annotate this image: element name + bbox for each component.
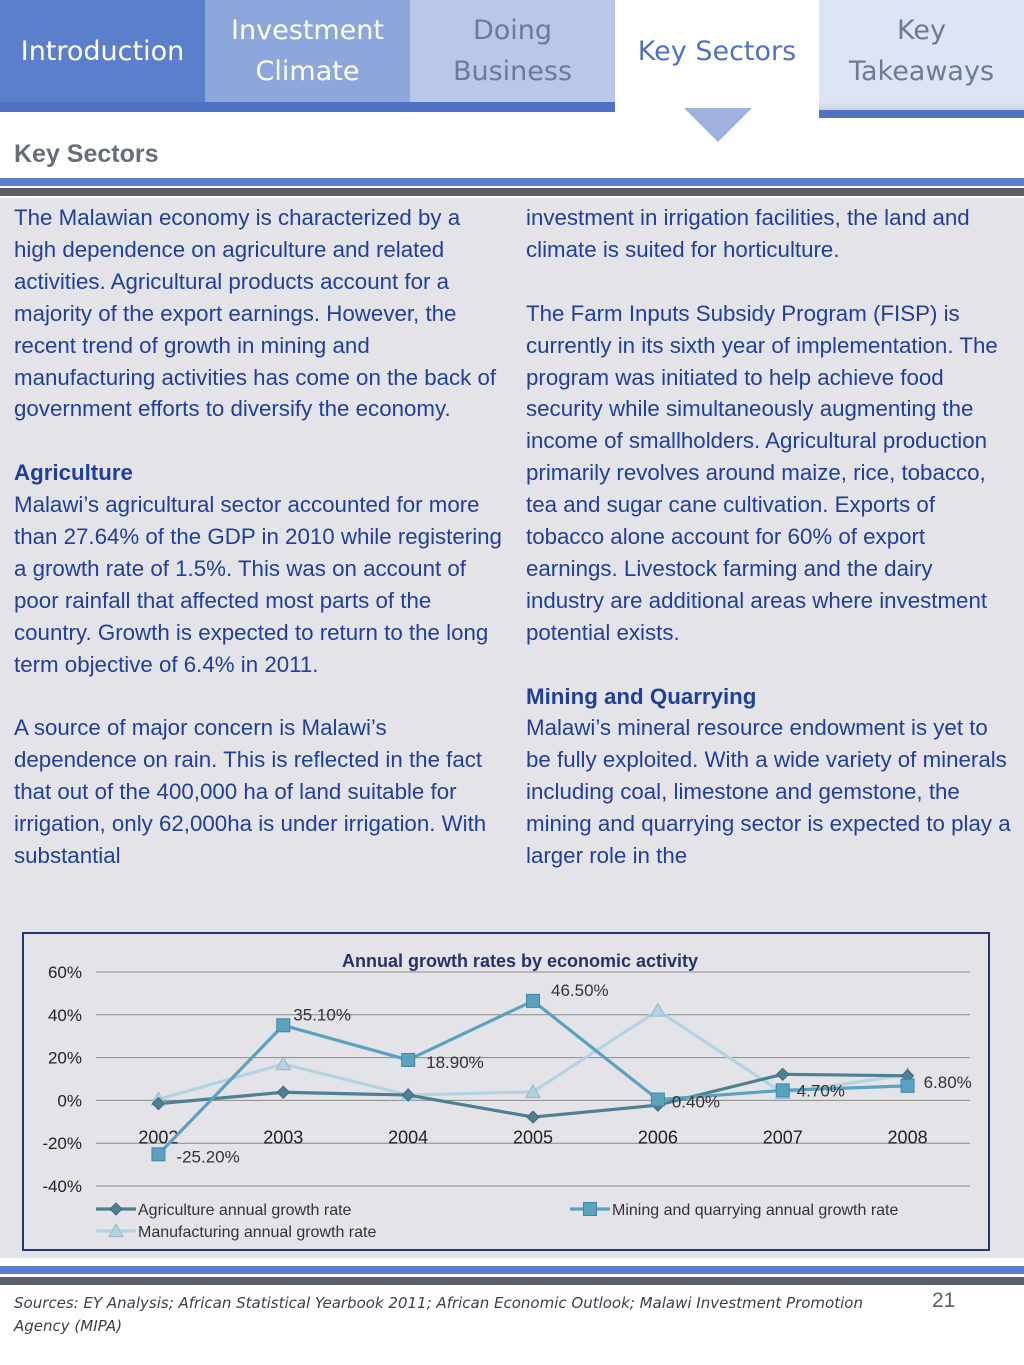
data-label: 0.40% — [671, 1092, 721, 1112]
data-label: 35.10% — [293, 1005, 351, 1025]
agriculture-heading: Agriculture — [14, 460, 133, 486]
page-title: Key Sectors — [14, 140, 159, 168]
data-label: 18.90% — [426, 1052, 484, 1072]
growth-rate-chart — [22, 932, 990, 1251]
right-column — [526, 202, 1016, 872]
tab-shadow — [819, 102, 1024, 110]
fisp-paragraph: The Farm Inputs Subsidy Program (FISP) is currently in its sixth year of implementation. The program was initiated to help achieve food security while simultaneously augmenting the income of smallholders. Agricultural production primarily revolves around maize, rice, tobacco, tea and sugar cane cultivation. Exports of tobacco alone account for 60% of export earnings. Livestock farming and the dairy industry are additional areas where investment potential exists. — [526, 300, 998, 645]
data-point — [402, 1053, 415, 1066]
irrigation-paragraph-continued: investment in irrigation facilities, the land and climate is suited for horticulture. — [526, 205, 970, 262]
data-point — [901, 1079, 914, 1092]
section-tabs — [0, 0, 1024, 118]
tab-label: Climate — [255, 56, 360, 87]
chart-title: Annual growth rates by economic activity — [341, 951, 699, 971]
legend-entry: Mining and quarrying annual growth rate — [612, 1202, 899, 1219]
y-tick-label: 40% — [47, 1005, 82, 1025]
divider — [0, 188, 1024, 196]
tab-label: Business — [452, 56, 573, 87]
tab-introduction[interactable] — [0, 0, 205, 102]
sources-note: Sources: EY Analysis; African Statistical Yearbook 2011; African Economic Outlook; Malawi Investment Promotion Agency (MIPA) — [14, 1294, 863, 1335]
y-tick-label: -40% — [42, 1177, 82, 1196]
tab-label: Investment — [231, 15, 384, 46]
x-tick-label: 2002 — [138, 1127, 179, 1148]
left-column — [14, 202, 504, 872]
data-point — [527, 994, 540, 1007]
irrigation-paragraph: A source of major concern is Malawi’s dependence on rain. This is reflected in the fact that out of the 400,000 ha of land suitable for irrigation, only 62,000ha is under irrigation. With substantial — [14, 715, 487, 869]
divider — [0, 178, 1024, 186]
data-point — [276, 1057, 290, 1070]
legend-entry: Agriculture annual growth rate — [138, 1202, 352, 1219]
tab-label: Doing — [472, 15, 553, 46]
data-point — [152, 1148, 165, 1161]
active-tab-pointer-icon — [684, 108, 752, 142]
data-label: 6.80% — [923, 1072, 972, 1092]
data-point — [527, 1111, 539, 1123]
x-tick-label: 2007 — [762, 1127, 803, 1148]
data-point — [776, 1084, 789, 1097]
tab-key-takeaways[interactable] — [819, 0, 1024, 102]
data-point — [277, 1019, 290, 1032]
data-point — [777, 1068, 789, 1080]
divider — [0, 1277, 1024, 1285]
data-label: 4.70% — [796, 1081, 845, 1101]
x-tick-label: 2004 — [388, 1127, 429, 1148]
x-tick-label: 2008 — [887, 1127, 928, 1148]
tab-label: Introduction — [20, 35, 185, 67]
tab-label: Key Sectors — [637, 35, 797, 67]
legend-entry: Manufacturing annual growth rate — [138, 1224, 377, 1241]
tab-label: Takeaways — [848, 56, 995, 87]
tab-underline — [0, 102, 615, 112]
data-label: 46.50% — [551, 980, 609, 1000]
y-tick-label: 0% — [57, 1091, 82, 1111]
x-tick-label: 2006 — [637, 1127, 678, 1148]
tab-underline — [819, 110, 1024, 118]
tab-label: Key — [897, 15, 946, 46]
data-point — [584, 1203, 597, 1216]
y-tick-label: -20% — [42, 1134, 82, 1154]
agriculture-paragraph: Malawi’s agricultural sector accounted for more than 27.64% of the GDP in 2010 while registering a growth rate of 1.5%. This was on account of poor rainfall that affected most parts of the country. Growth is expected to return to the long term objective of 6.4% in 2011. — [14, 492, 502, 677]
x-tick-label: 2003 — [263, 1127, 304, 1148]
mining-paragraph: Malawi’s mineral resource endowment is yet to be fully exploited. With a wide variety of minerals including coal, limestone and gemstone, the mining and quarrying sector is expected to play a larger role in the — [526, 715, 1011, 869]
tab-doing-business[interactable] — [410, 0, 615, 102]
data-point — [651, 1093, 664, 1106]
y-tick-label: 60% — [47, 963, 82, 982]
divider — [0, 1266, 1024, 1274]
data-point — [110, 1203, 122, 1215]
chart-canvas — [24, 934, 988, 1249]
data-point — [651, 1004, 665, 1017]
data-point — [277, 1086, 289, 1098]
tab-investment-climate[interactable] — [205, 0, 410, 102]
y-tick-label: 20% — [47, 1048, 82, 1068]
tab-key-sectors[interactable] — [615, 0, 819, 102]
intro-paragraph: The Malawian economy is characterized by a high dependence on agriculture and related activities. Agricultural products account for a majority of the export earnings. However, the recent trend of growth in mining and manufacturing activities has come on the back of government efforts to diversify the economy. — [14, 205, 497, 422]
page-number: 21 — [932, 1289, 956, 1312]
x-tick-label: 2005 — [512, 1127, 554, 1148]
data-label: -25.20% — [176, 1147, 240, 1167]
mining-heading: Mining and Quarrying — [526, 683, 757, 709]
